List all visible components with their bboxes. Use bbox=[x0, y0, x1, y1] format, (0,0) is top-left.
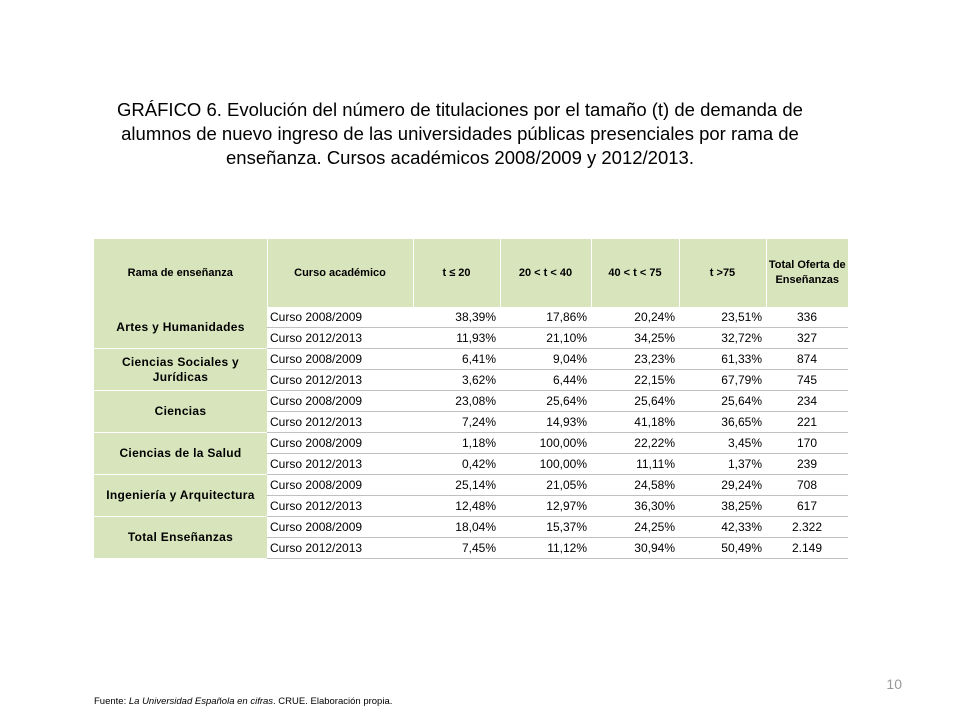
table-row bbox=[94, 349, 848, 370]
source-prefix: Fuente: bbox=[94, 696, 129, 707]
rama-cell: Ciencias bbox=[94, 391, 267, 433]
curso-cell: Curso 2008/2009 bbox=[267, 433, 413, 454]
pct-gt-75-cell: 61,33% bbox=[679, 349, 766, 370]
pct-40-75-cell: 23,23% bbox=[591, 349, 679, 370]
source-suffix: . CRUE. Elaboración propia. bbox=[273, 696, 393, 707]
pct-gt-75-cell: 23,51% bbox=[679, 307, 766, 328]
pct-gt-75-cell: 50,49% bbox=[679, 538, 766, 559]
pct-20-40-cell: 100,00% bbox=[500, 433, 591, 454]
curso-cell: Curso 2012/2013 bbox=[267, 370, 413, 391]
total-cell: 327 bbox=[766, 328, 848, 349]
total-cell: 336 bbox=[766, 307, 848, 328]
total-cell: 874 bbox=[766, 349, 848, 370]
pct-20-40-cell: 15,37% bbox=[500, 517, 591, 538]
table-row bbox=[94, 391, 848, 412]
pct-40-75-cell: 36,30% bbox=[591, 496, 679, 517]
pct-gt-75-cell: 25,64% bbox=[679, 391, 766, 412]
curso-cell: Curso 2012/2013 bbox=[267, 538, 413, 559]
pct-20-40-cell: 17,86% bbox=[500, 307, 591, 328]
source-note bbox=[94, 696, 392, 707]
table-row bbox=[94, 307, 848, 328]
total-cell: 617 bbox=[766, 496, 848, 517]
rama-cell: Ciencias Sociales y Jurídicas bbox=[94, 349, 267, 391]
pct-20-40-cell: 11,12% bbox=[500, 538, 591, 559]
title-line-2: alumnos de nuevo ingreso de las universidades públicas presenciales por rama de bbox=[121, 123, 799, 144]
pct-gt-75-cell: 42,33% bbox=[679, 517, 766, 538]
header-total: Total Oferta de Enseñanzas bbox=[766, 239, 848, 307]
pct-le-20-cell: 25,14% bbox=[413, 475, 500, 496]
pct-le-20-cell: 12,48% bbox=[413, 496, 500, 517]
header-rama: Rama de enseñanza bbox=[94, 239, 267, 307]
pct-20-40-cell: 21,10% bbox=[500, 328, 591, 349]
pct-40-75-cell: 34,25% bbox=[591, 328, 679, 349]
rama-cell: Ciencias de la Salud bbox=[94, 433, 267, 475]
pct-le-20-cell: 38,39% bbox=[413, 307, 500, 328]
pct-le-20-cell: 7,24% bbox=[413, 412, 500, 433]
pct-40-75-cell: 24,58% bbox=[591, 475, 679, 496]
total-cell: 234 bbox=[766, 391, 848, 412]
curso-cell: Curso 2012/2013 bbox=[267, 496, 413, 517]
page-number: 10 bbox=[886, 676, 902, 692]
pct-40-75-cell: 11,11% bbox=[591, 454, 679, 475]
pct-20-40-cell: 14,93% bbox=[500, 412, 591, 433]
pct-40-75-cell: 22,15% bbox=[591, 370, 679, 391]
total-cell: 2.149 bbox=[766, 538, 848, 559]
header-t-40-75: 40 < t < 75 bbox=[591, 239, 679, 307]
pct-le-20-cell: 1,18% bbox=[413, 433, 500, 454]
title-line-3: enseñanza. Cursos académicos 2008/2009 y 2012/2013. bbox=[226, 147, 694, 168]
pct-le-20-cell: 6,41% bbox=[413, 349, 500, 370]
table-header-row bbox=[94, 239, 848, 307]
total-cell: 170 bbox=[766, 433, 848, 454]
pct-le-20-cell: 7,45% bbox=[413, 538, 500, 559]
header-t-le-20: t ≤ 20 bbox=[413, 239, 500, 307]
pct-40-75-cell: 20,24% bbox=[591, 307, 679, 328]
curso-cell: Curso 2008/2009 bbox=[267, 391, 413, 412]
pct-le-20-cell: 11,93% bbox=[413, 328, 500, 349]
table-row bbox=[94, 517, 848, 538]
total-cell: 708 bbox=[766, 475, 848, 496]
curso-cell: Curso 2008/2009 bbox=[267, 475, 413, 496]
pct-le-20-cell: 0,42% bbox=[413, 454, 500, 475]
rama-cell: Ingeniería y Arquitectura bbox=[94, 475, 267, 517]
pct-40-75-cell: 22,22% bbox=[591, 433, 679, 454]
curso-cell: Curso 2008/2009 bbox=[267, 349, 413, 370]
data-table bbox=[94, 239, 848, 559]
title-line-1: GRÁFICO 6. Evolución del número de titulaciones por el tamaño (t) de demanda de bbox=[117, 99, 803, 120]
pct-20-40-cell: 100,00% bbox=[500, 454, 591, 475]
table-body bbox=[94, 307, 848, 559]
pct-20-40-cell: 21,05% bbox=[500, 475, 591, 496]
curso-cell: Curso 2012/2013 bbox=[267, 412, 413, 433]
pct-gt-75-cell: 3,45% bbox=[679, 433, 766, 454]
total-cell: 221 bbox=[766, 412, 848, 433]
pct-40-75-cell: 24,25% bbox=[591, 517, 679, 538]
pct-le-20-cell: 18,04% bbox=[413, 517, 500, 538]
pct-20-40-cell: 9,04% bbox=[500, 349, 591, 370]
pct-gt-75-cell: 29,24% bbox=[679, 475, 766, 496]
table-row bbox=[94, 475, 848, 496]
pct-40-75-cell: 30,94% bbox=[591, 538, 679, 559]
pct-gt-75-cell: 1,37% bbox=[679, 454, 766, 475]
header-t-20-40: 20 < t < 40 bbox=[500, 239, 591, 307]
pct-gt-75-cell: 36,65% bbox=[679, 412, 766, 433]
curso-cell: Curso 2012/2013 bbox=[267, 454, 413, 475]
header-curso: Curso académico bbox=[267, 239, 413, 307]
total-cell: 745 bbox=[766, 370, 848, 391]
pct-le-20-cell: 3,62% bbox=[413, 370, 500, 391]
rama-cell: Total Enseñanzas bbox=[94, 517, 267, 559]
total-cell: 2.322 bbox=[766, 517, 848, 538]
rama-cell: Artes y Humanidades bbox=[94, 307, 267, 349]
total-cell: 239 bbox=[766, 454, 848, 475]
pct-20-40-cell: 6,44% bbox=[500, 370, 591, 391]
curso-cell: Curso 2012/2013 bbox=[267, 328, 413, 349]
pct-40-75-cell: 25,64% bbox=[591, 391, 679, 412]
pct-le-20-cell: 23,08% bbox=[413, 391, 500, 412]
pct-gt-75-cell: 67,79% bbox=[679, 370, 766, 391]
pct-gt-75-cell: 32,72% bbox=[679, 328, 766, 349]
source-book: La Universidad Española en cifras bbox=[128, 696, 274, 707]
pct-40-75-cell: 41,18% bbox=[591, 412, 679, 433]
pct-20-40-cell: 12,97% bbox=[500, 496, 591, 517]
slide-title bbox=[90, 98, 830, 170]
curso-cell: Curso 2008/2009 bbox=[267, 307, 413, 328]
curso-cell: Curso 2008/2009 bbox=[267, 517, 413, 538]
header-t-gt-75: t >75 bbox=[679, 239, 766, 307]
pct-20-40-cell: 25,64% bbox=[500, 391, 591, 412]
pct-gt-75-cell: 38,25% bbox=[679, 496, 766, 517]
table-row bbox=[94, 433, 848, 454]
